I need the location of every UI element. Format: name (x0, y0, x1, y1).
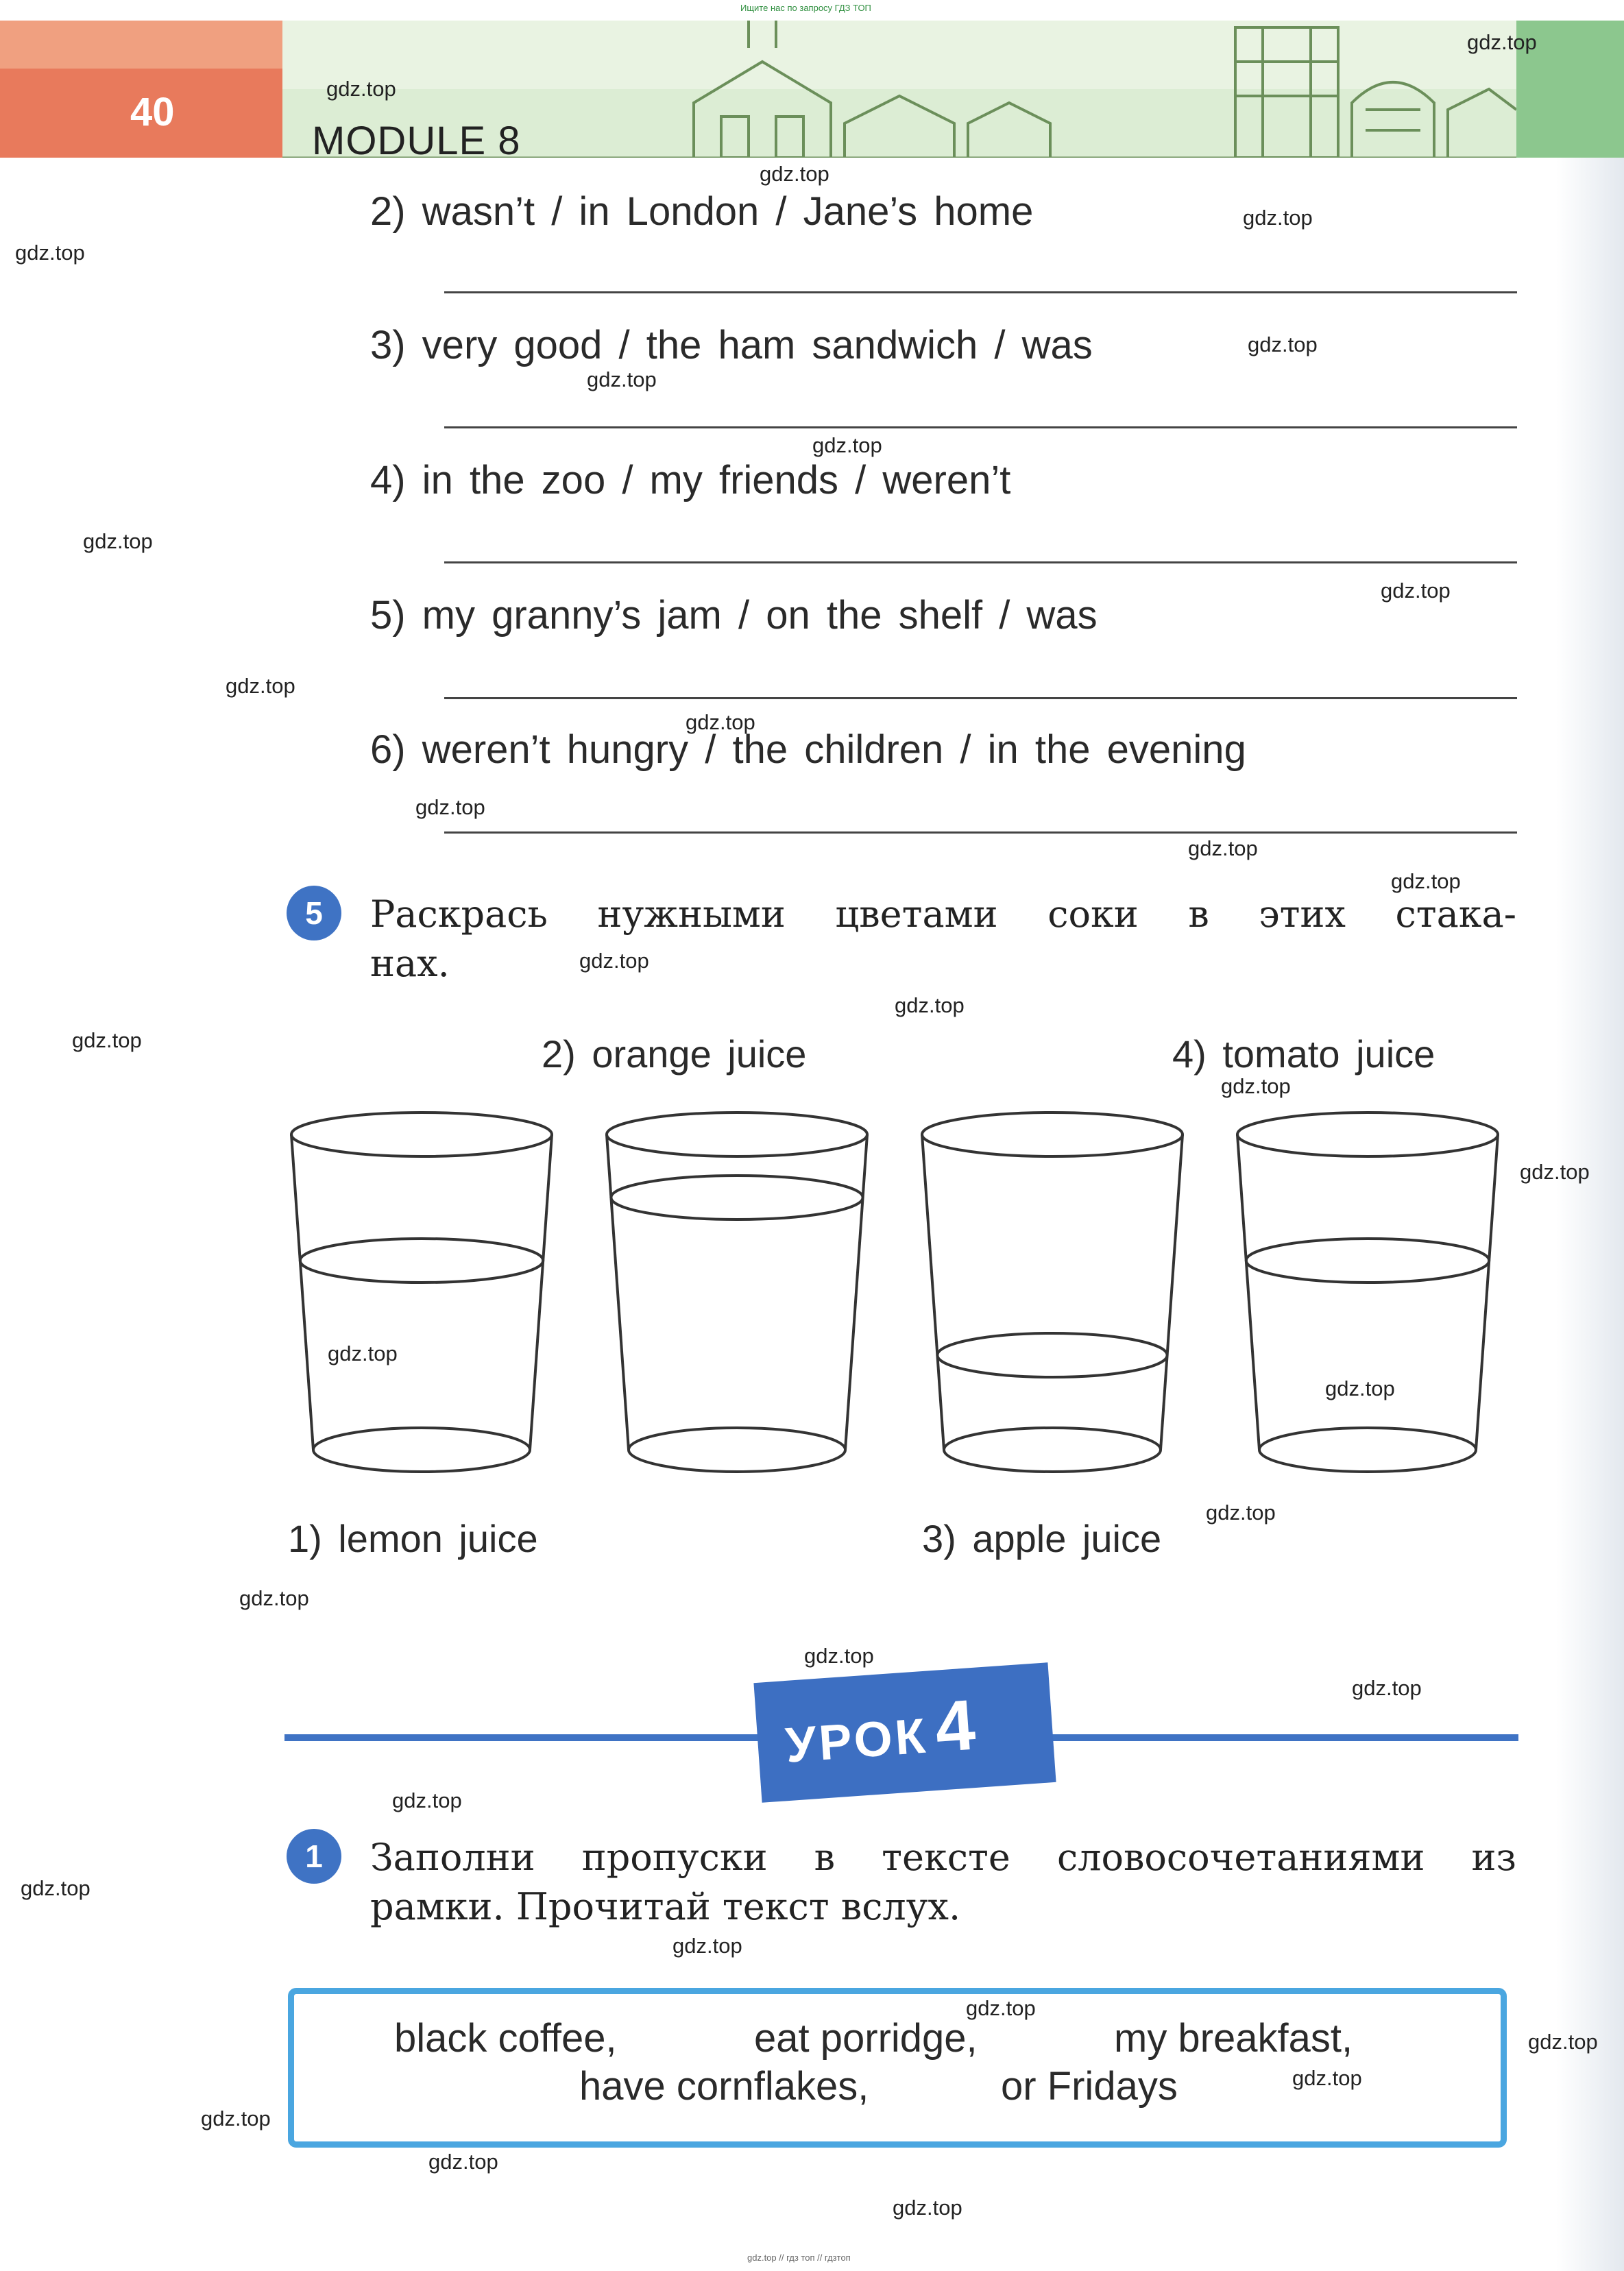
watermark: gdz.top (1188, 836, 1258, 860)
glass-wall (845, 1134, 867, 1450)
glass-bottom (1259, 1428, 1476, 1472)
watermark: gdz.top (579, 949, 649, 973)
juice-level (937, 1333, 1167, 1377)
watermark: gdz.top (895, 993, 965, 1017)
answer-line-6 (444, 831, 1517, 834)
task-number-badge-5: 5 (287, 886, 341, 940)
task-1-instruction-line2: рамки. Прочитай текст вслух. (370, 1885, 961, 1928)
lesson-title (782, 1684, 980, 1779)
watermark: gdz.top (804, 1644, 874, 1668)
page-number: 40 (130, 90, 175, 134)
watermark: gdz.top (760, 162, 829, 186)
exercise-item-4: 4) in the zoo / my friends / weren’t (370, 458, 1011, 502)
word-box-item: black coffee, (394, 2016, 617, 2061)
watermark: gdz.top (1391, 869, 1461, 893)
header-red-highlight (0, 21, 282, 69)
watermark: gdz.top (1221, 1074, 1291, 1098)
lesson-word: УРОК (784, 1708, 930, 1773)
answer-line-4 (444, 561, 1517, 563)
exercise-item-3: 3) very good / the ham sandwich / was (370, 323, 1093, 367)
glass-wall (291, 1134, 313, 1450)
glass-label-orange: 2) orange juice (542, 1032, 807, 1076)
juice-level (1246, 1239, 1489, 1283)
task-number-badge-1: 1 (287, 1829, 341, 1884)
top-note: Ищите нас по запросу ГДЗ ТОП (740, 3, 871, 13)
watermark: gdz.top (239, 1586, 309, 1610)
watermark: gdz.top (1467, 30, 1537, 54)
watermark: gdz.top (226, 674, 295, 698)
word-box-item: have cornflakes, (579, 2064, 869, 2109)
glass-bottom (313, 1428, 530, 1472)
watermark: gdz.top (83, 529, 153, 553)
watermark: gdz.top (587, 367, 657, 391)
task-5-instruction-line2: нах. (370, 942, 450, 985)
glass-orange-juice[interactable] (600, 1107, 874, 1484)
watermark: gdz.top (415, 795, 485, 819)
watermark: gdz.top (1206, 1501, 1276, 1525)
watermark: gdz.top (1520, 1160, 1590, 1184)
glass-bottom (629, 1428, 845, 1472)
glass-label-tomato: 4) tomato juice (1172, 1032, 1435, 1076)
watermark: gdz.top (15, 241, 85, 265)
watermark: gdz.top (201, 2106, 271, 2130)
watermark: gdz.top (1352, 1676, 1422, 1700)
watermark: gdz.top (966, 1996, 1036, 2020)
exercise-item-2: 2) wasn’t / in London / Jane’s home (370, 189, 1034, 234)
watermark: gdz.top (326, 77, 396, 101)
lesson-number: 4 (932, 1685, 981, 1768)
glass-wall (1476, 1134, 1498, 1450)
watermark: gdz.top (328, 1341, 398, 1365)
watermark: gdz.top (686, 710, 755, 734)
watermark: gdz.top (72, 1028, 142, 1052)
glass-apple-juice[interactable] (915, 1107, 1189, 1484)
bottom-note: gdz.top // гдз топ // гдзтоп (747, 2252, 851, 2263)
answer-line-5 (444, 697, 1517, 699)
glass-label-lemon: 1) lemon juice (288, 1517, 538, 1560)
watermark: gdz.top (1528, 2030, 1598, 2054)
watermark: gdz.top (21, 1876, 90, 1900)
task-5-instruction-line1: Раскрась нужными цветами соки в этих стака- (370, 892, 1516, 936)
glass-wall (530, 1134, 552, 1450)
watermark: gdz.top (428, 2150, 498, 2174)
glass-rim (607, 1113, 867, 1156)
glass-rim (1237, 1113, 1498, 1156)
glass-rim (922, 1113, 1183, 1156)
task-1-instruction-line1: Заполни пропуски в тексте словосочетаниями из (370, 1836, 1516, 1879)
page-edge-shadow (1556, 158, 1624, 2271)
glass-label-apple: 3) apple juice (922, 1517, 1162, 1560)
word-box-item: my breakfast, (1114, 2016, 1353, 2061)
glass-bottom (944, 1428, 1161, 1472)
watermark: gdz.top (672, 1934, 742, 1958)
module-title: MODULE 8 (312, 119, 521, 163)
exercise-item-5: 5) my granny’s jam / on the shelf / was (370, 593, 1098, 637)
watermark: gdz.top (1292, 2066, 1362, 2090)
word-box-item: eat porridge, (754, 2016, 978, 2061)
word-box-item: or Fridays (1001, 2064, 1178, 2109)
glass-wall (607, 1134, 629, 1450)
answer-line-2 (444, 291, 1517, 293)
glass-rim (291, 1113, 552, 1156)
glass-lemon-juice[interactable] (284, 1107, 559, 1484)
glass-wall (922, 1134, 944, 1450)
watermark: gdz.top (1243, 206, 1313, 230)
glass-tomato-juice[interactable] (1231, 1107, 1505, 1484)
exercise-item-6: 6) weren’t hungry / the children / in the evening (370, 727, 1246, 772)
glass-wall (1237, 1134, 1259, 1450)
watermark: gdz.top (893, 2196, 962, 2220)
juice-level (300, 1239, 543, 1283)
watermark: gdz.top (1325, 1376, 1395, 1400)
glass-wall (1161, 1134, 1183, 1450)
watermark: gdz.top (1381, 579, 1451, 603)
answer-line-3 (444, 426, 1517, 428)
juice-level (611, 1176, 862, 1219)
watermark: gdz.top (1248, 332, 1318, 356)
watermark: gdz.top (392, 1788, 462, 1812)
watermark: gdz.top (812, 433, 882, 457)
